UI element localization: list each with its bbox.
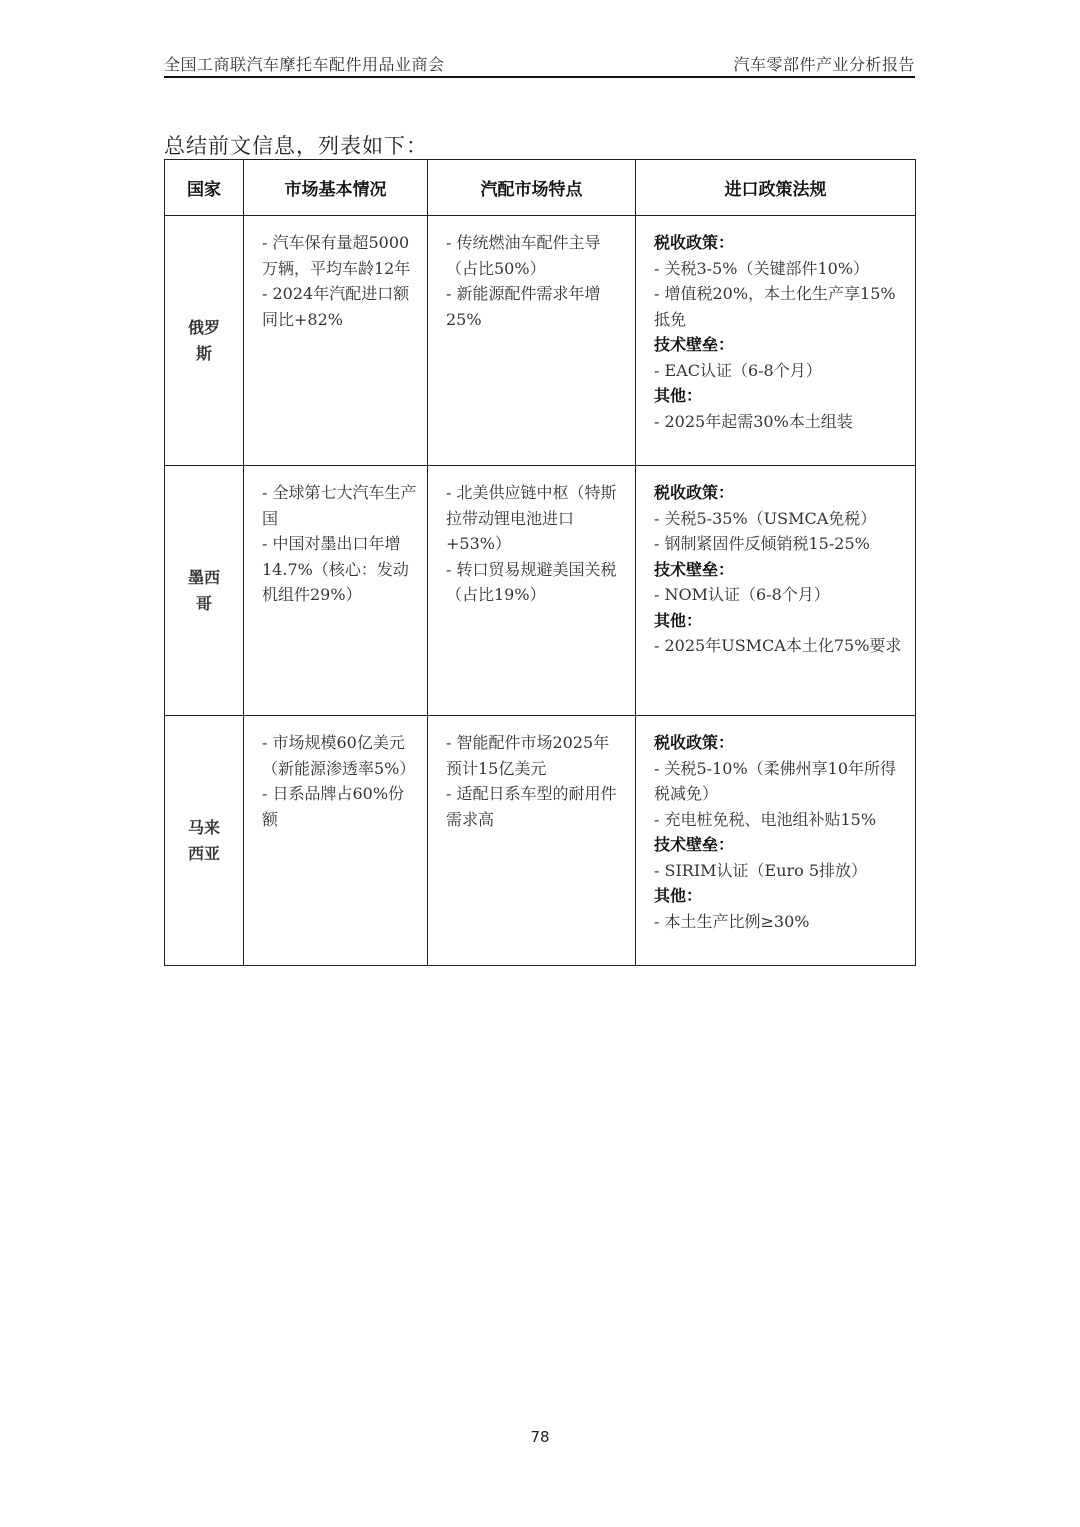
market-basics-cell: - 市场规模60亿美元（新能源渗透率5%） - 日系品牌占60%份额 bbox=[244, 716, 428, 966]
country-cell: 马来西亚 bbox=[165, 716, 244, 966]
tax-policy-heading: 税收政策： bbox=[654, 733, 735, 752]
country-cell: 墨西哥 bbox=[165, 466, 244, 716]
market-basics-cell: - 全球第七大汽车生产国 - 中国对墨出口年增14.7%（核心：发动机组件29%） bbox=[244, 466, 428, 716]
other-heading: 其他： bbox=[654, 886, 703, 905]
market-features-cell: - 传统燃油车配件主导（占比50%） - 新能源配件需求年增25% bbox=[428, 216, 636, 466]
market-features-cell: - 北美供应链中枢（特斯拉带动锂电池进口+53%） - 转口贸易规避美国关税（占比19%） bbox=[428, 466, 636, 716]
header-organization: 全国工商联汽车摩托车配件用品业商会 bbox=[164, 55, 445, 74]
table-row bbox=[165, 716, 916, 966]
tax-policy-heading: 税收政策： bbox=[654, 483, 735, 502]
column-header-country: 国家 bbox=[165, 160, 244, 216]
table-header-row bbox=[165, 160, 916, 216]
table-row bbox=[165, 216, 916, 466]
tech-barrier-heading: 技术壁垒： bbox=[654, 335, 735, 354]
column-header-market-features: 汽配市场特点 bbox=[428, 160, 636, 216]
market-features-cell: - 智能配件市场2025年预计15亿美元 - 适配日系车型的耐用件需求高 bbox=[428, 716, 636, 966]
market-basics-cell: - 汽车保有量超5000万辆，平均车龄12年 - 2024年汽配进口额同比+82% bbox=[244, 216, 428, 466]
summary-table bbox=[164, 159, 916, 966]
intro-text: 总结前文信息，列表如下： bbox=[164, 134, 428, 158]
country-cell: 俄罗斯 bbox=[165, 216, 244, 466]
tech-barrier-heading: 技术壁垒： bbox=[654, 835, 735, 854]
column-header-import-policy: 进口政策法规 bbox=[636, 160, 916, 216]
table-row bbox=[165, 466, 916, 716]
import-policy-cell: 税收政策： - 关税5-10%（柔佛州享10年所得税减免） - 充电桩免税、电池组补贴15% 技术壁垒： - SIRIM认证（Euro 5排放） 其他： - 本土生产比例≥30% bbox=[636, 716, 916, 966]
import-policy-cell: 税收政策： - 关税5-35%（USMCA免税） - 钢制紧固件反倾销税15-25% 技术壁垒： - NOM认证（6-8个月） 其他： - 2025年USMCA本土化75%要求 bbox=[636, 466, 916, 716]
import-policy-cell: 税收政策： - 关税3-5%（关键部件10%） - 增值税20%，本土化生产享15%抵免 技术壁垒： - EAC认证（6-8个月） 其他： - 2025年起需30%本土组装 bbox=[636, 216, 916, 466]
other-heading: 其他： bbox=[654, 610, 703, 630]
tax-policy-heading: 税收政策： bbox=[654, 233, 735, 252]
other-heading: 其他： bbox=[654, 386, 703, 405]
tech-barrier-heading: 技术壁垒： bbox=[654, 559, 735, 579]
header-report-title: 汽车零部件产业分析报告 bbox=[733, 55, 915, 74]
page-header bbox=[164, 50, 915, 78]
column-header-market-basics: 市场基本情况 bbox=[244, 160, 428, 216]
page-number: 78 bbox=[530, 1428, 550, 1446]
